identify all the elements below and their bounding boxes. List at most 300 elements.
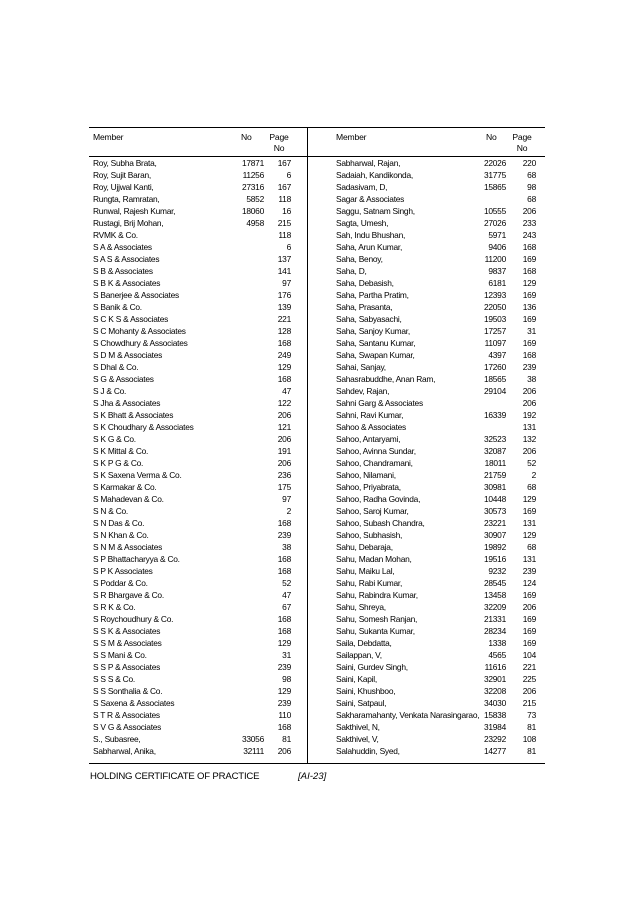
table-row	[336, 325, 540, 337]
table-row	[93, 505, 299, 517]
table-row	[93, 469, 299, 481]
page-number: 220	[522, 158, 536, 168]
page-number: 118	[278, 194, 291, 204]
left-header-page	[266, 132, 292, 154]
page-number: 124	[522, 578, 536, 588]
member-number: 30573	[483, 506, 506, 516]
right-header-member: Member	[336, 132, 367, 142]
page-number: 73	[527, 710, 536, 720]
page-number: 169	[522, 626, 536, 636]
member-name: Sadasivam, D,	[336, 182, 388, 192]
page-number: 168	[277, 614, 291, 624]
page-number: 221	[277, 314, 291, 324]
table-row	[93, 541, 299, 553]
table-row	[336, 421, 540, 433]
member-name: S., Subasree,	[93, 734, 141, 744]
page-number: 68	[527, 170, 536, 180]
table-row	[93, 481, 299, 493]
table-row	[93, 253, 299, 265]
page-number: 249	[277, 350, 291, 360]
member-number: 17871	[241, 158, 264, 168]
table-row	[93, 601, 299, 613]
table-row	[93, 625, 299, 637]
page-number: 97	[282, 494, 291, 504]
table-row	[93, 409, 299, 421]
member-name: Roy, Sujit Baran,	[93, 170, 151, 180]
table-row	[336, 613, 540, 625]
member-number: 18565	[483, 374, 506, 384]
page-number: 68	[527, 482, 536, 492]
table-row	[93, 373, 299, 385]
page-number: 52	[527, 458, 536, 468]
member-name: Salahuddin, Syed,	[336, 746, 400, 756]
member-number: 9406	[488, 242, 506, 252]
table-row	[93, 181, 299, 193]
table-row	[336, 469, 540, 481]
table-row	[336, 157, 540, 169]
page-number: 236	[277, 470, 291, 480]
table-row	[93, 205, 299, 217]
member-name: Saini, Khushboo,	[336, 686, 396, 696]
member-name: Sahasrabuddhe, Anan Ram,	[336, 374, 436, 384]
page-number: 169	[522, 314, 536, 324]
member-name: S K Saxena Verma & Co.	[93, 470, 182, 480]
member-name: S K Bhatt & Associates	[93, 410, 174, 420]
page-number: 81	[527, 746, 536, 756]
table-row	[93, 433, 299, 445]
table-row	[93, 589, 299, 601]
page-number: 141	[277, 266, 291, 276]
member-name: S S P & Associates	[93, 662, 161, 672]
right-header-page-line1: Page	[512, 132, 532, 142]
page-number: 129	[277, 686, 291, 696]
member-number: 30981	[483, 482, 506, 492]
member-number: 19503	[483, 314, 506, 324]
page-number: 129	[277, 362, 291, 372]
page-number: 167	[277, 182, 291, 192]
page-number: 169	[522, 254, 536, 264]
page-number: 176	[277, 290, 291, 300]
member-number: 17260	[483, 362, 506, 372]
member-number: 5852	[246, 194, 264, 204]
member-name: Sah, Indu Bhushan,	[336, 230, 406, 240]
page-number: 168	[522, 242, 536, 252]
table-row	[336, 385, 540, 397]
table-row	[336, 445, 540, 457]
member-number: 4958	[246, 218, 264, 228]
page-number: 239	[277, 662, 291, 672]
table-row	[336, 721, 540, 733]
member-number: 17257	[483, 326, 506, 336]
member-name: Sahu, Debaraja,	[336, 542, 393, 552]
member-number: 15838	[483, 710, 506, 720]
table-row	[336, 745, 540, 757]
page-number: 168	[277, 518, 291, 528]
page-number: 169	[522, 614, 536, 624]
table-row	[93, 325, 299, 337]
member-number: 32208	[483, 686, 506, 696]
member-name: S S K & Associates	[93, 626, 161, 636]
member-number: 31775	[483, 170, 506, 180]
page-number: 98	[282, 674, 291, 684]
page-number: 38	[282, 542, 291, 552]
table-row	[93, 445, 299, 457]
member-number: 6181	[488, 278, 506, 288]
table-row	[93, 361, 299, 373]
member-name: Sahoo, Priyabrata,	[336, 482, 401, 492]
member-name: Saini, Gurdev Singh,	[336, 662, 408, 672]
page-number: 239	[522, 566, 536, 576]
member-name: Sahai, Sanjay,	[336, 362, 386, 372]
page-number: 110	[278, 710, 291, 720]
page-number: 206	[522, 602, 536, 612]
member-number: 28545	[483, 578, 506, 588]
table-row	[93, 169, 299, 181]
member-name: Sahoo, Subash Chandra,	[336, 518, 425, 528]
table-row	[336, 337, 540, 349]
member-number: 11097	[484, 338, 506, 348]
table-row	[93, 577, 299, 589]
page-number: 215	[277, 218, 291, 228]
member-number: 21331	[483, 614, 506, 624]
right-header-page-line2: No	[516, 143, 528, 153]
member-name: Sakthivel, N,	[336, 722, 380, 732]
member-number: 10555	[483, 206, 506, 216]
table-row	[336, 541, 540, 553]
page-number: 169	[522, 590, 536, 600]
table-row	[93, 721, 299, 733]
table-row	[93, 637, 299, 649]
page-number: 68	[527, 542, 536, 552]
member-name: S Poddar & Co.	[93, 578, 148, 588]
page-number: 169	[522, 290, 536, 300]
member-name: Sagar & Associates	[336, 194, 405, 204]
table-row	[336, 493, 540, 505]
member-number: 23292	[483, 734, 506, 744]
member-name: S Dhal & Co.	[93, 362, 139, 372]
member-number: 11200	[484, 254, 506, 264]
member-name: S S S & Co.	[93, 674, 135, 684]
member-number: 11616	[484, 662, 506, 672]
member-name: Sahu, Shreya,	[336, 602, 386, 612]
page-number: 97	[282, 278, 291, 288]
page-number: 221	[522, 662, 536, 672]
member-name: Saha, Benoy,	[336, 254, 383, 264]
table-row	[93, 289, 299, 301]
page-number: 131	[522, 422, 536, 432]
table-row	[336, 289, 540, 301]
table-row	[336, 697, 540, 709]
table-row	[93, 157, 299, 169]
page-number: 169	[522, 638, 536, 648]
member-name: S T R & Associates	[93, 710, 160, 720]
table-row	[336, 565, 540, 577]
page-number: 206	[277, 746, 291, 756]
table-row	[93, 709, 299, 721]
member-name: S V G & Associates	[93, 722, 162, 732]
table-row	[336, 649, 540, 661]
member-name: S Banik & Co.	[93, 302, 142, 312]
table-row	[93, 241, 299, 253]
page-number: 239	[522, 362, 536, 372]
member-name: S D M & Associates	[93, 350, 163, 360]
member-name: Sahoo, Nilamani,	[336, 470, 396, 480]
member-name: Sadaiah, Kandikonda,	[336, 170, 413, 180]
page-number: 206	[522, 386, 536, 396]
table-row	[93, 613, 299, 625]
member-name: S Chowdhury & Associates	[93, 338, 188, 348]
page-number: 68	[527, 194, 536, 204]
member-name: S P Bhattacharyya & Co.	[93, 554, 180, 564]
member-number: 32209	[483, 602, 506, 612]
page-number: 131	[522, 518, 536, 528]
page-number: 206	[277, 458, 291, 468]
member-name: Sakharamahanty, Venkata Narasingarao,	[336, 710, 480, 720]
member-name: Sabharwal, Rajan,	[336, 158, 401, 168]
column-divider	[307, 127, 308, 763]
member-number: 19892	[483, 542, 506, 552]
table-row	[93, 517, 299, 529]
left-header-member: Member	[93, 132, 124, 142]
member-name: Sahu, Madan Mohan,	[336, 554, 412, 564]
table-row	[336, 637, 540, 649]
member-number: 32111	[243, 746, 264, 756]
table-top-rule	[89, 127, 545, 128]
member-number: 11256	[242, 170, 264, 180]
member-name: Saila, Debdatta,	[336, 638, 392, 648]
left-header-page-line2: No	[273, 143, 285, 153]
table-row	[93, 349, 299, 361]
member-name: S S Sonthalia & Co.	[93, 686, 163, 696]
member-name: Rustagi, Brij Mohan,	[93, 218, 164, 228]
table-row	[336, 349, 540, 361]
member-name: Roy, Subha Brata,	[93, 158, 157, 168]
member-number: 34030	[483, 698, 506, 708]
member-number: 22026	[483, 158, 506, 168]
member-number: 18060	[241, 206, 264, 216]
member-name: S S M & Associates	[93, 638, 162, 648]
table-row	[93, 301, 299, 313]
table-row	[93, 229, 299, 241]
table-row	[93, 385, 299, 397]
member-name: Saha, Swapan Kumar,	[336, 350, 415, 360]
table-row	[93, 265, 299, 277]
member-number: 30907	[483, 530, 506, 540]
table-row	[93, 217, 299, 229]
page-number: 192	[522, 410, 536, 420]
page-number: 139	[277, 302, 291, 312]
page-number: 169	[522, 338, 536, 348]
table-row	[336, 601, 540, 613]
table-row	[336, 277, 540, 289]
table-row	[93, 313, 299, 325]
member-number: 22050	[483, 302, 506, 312]
member-name: S C K S & Associates	[93, 314, 169, 324]
footer-title: HOLDING CERTIFICATE OF PRACTICE	[90, 771, 260, 782]
table-row	[336, 265, 540, 277]
table-row	[93, 457, 299, 469]
member-name: S S Mani & Co.	[93, 650, 147, 660]
table-row	[93, 493, 299, 505]
table-row	[336, 733, 540, 745]
member-number: 9232	[488, 566, 506, 576]
page-number: 129	[522, 494, 536, 504]
member-name: S A S & Associates	[93, 254, 160, 264]
table-row	[93, 277, 299, 289]
member-name: S K G & Co.	[93, 434, 136, 444]
table-row	[336, 481, 540, 493]
member-name: Sahoo, Antaryami,	[336, 434, 401, 444]
page-number: 168	[277, 626, 291, 636]
page-number: 131	[522, 554, 536, 564]
table-row	[336, 409, 540, 421]
table-row	[336, 625, 540, 637]
page-number: 168	[522, 266, 536, 276]
table-row	[336, 253, 540, 265]
page-number: 2	[531, 470, 536, 480]
table-row	[336, 589, 540, 601]
member-name: S G & Associates	[93, 374, 154, 384]
table-row	[336, 553, 540, 565]
member-name: Sahu, Rabindra Kumar,	[336, 590, 418, 600]
table-row	[336, 457, 540, 469]
member-name: Sahu, Rabi Kumar,	[336, 578, 403, 588]
member-name: S R Bhargave & Co.	[93, 590, 164, 600]
member-name: S B & Associates	[93, 266, 153, 276]
member-name: S Mahadevan & Co.	[93, 494, 164, 504]
page-number: 81	[282, 734, 291, 744]
page-number: 239	[277, 530, 291, 540]
page-number: 206	[522, 686, 536, 696]
table-row	[336, 169, 540, 181]
member-name: S N & Co.	[93, 506, 128, 516]
member-number: 16339	[483, 410, 506, 420]
table-row	[93, 649, 299, 661]
page-number: 129	[277, 638, 291, 648]
member-number: 27316	[241, 182, 264, 192]
page-number: 129	[522, 530, 536, 540]
member-number: 4397	[488, 350, 506, 360]
page-number: 6	[286, 170, 291, 180]
member-name: Rungta, Ramratan,	[93, 194, 160, 204]
member-number: 32523	[483, 434, 506, 444]
member-number: 9837	[488, 266, 506, 276]
page-number: 225	[522, 674, 536, 684]
left-member-list	[93, 157, 299, 757]
page-number: 122	[277, 398, 291, 408]
member-name: S K Mittal & Co.	[93, 446, 149, 456]
member-name: S K Choudhary & Associates	[93, 422, 194, 432]
left-header-no: No	[241, 132, 252, 142]
page-number: 47	[282, 386, 291, 396]
page-number: 136	[522, 302, 536, 312]
member-name: Roy, Ujjwal Kanti,	[93, 182, 154, 192]
member-name: S N Khan & Co.	[93, 530, 149, 540]
member-number: 4565	[488, 650, 506, 660]
member-number: 13458	[483, 590, 506, 600]
member-name: Saha, Partha Pratim,	[336, 290, 409, 300]
page-number: 175	[277, 482, 291, 492]
table-row	[336, 217, 540, 229]
member-number: 21759	[483, 470, 506, 480]
table-row	[336, 181, 540, 193]
member-name: S Karmakar & Co.	[93, 482, 157, 492]
table-row	[93, 337, 299, 349]
member-name: Sahoo, Saroj Kumar,	[336, 506, 409, 516]
page-number: 169	[522, 506, 536, 516]
table-row	[336, 709, 540, 721]
member-name: Sahoo, Avinna Sundar,	[336, 446, 416, 456]
member-name: S Saxena & Associates	[93, 698, 175, 708]
page-number: 31	[282, 650, 291, 660]
page-number: 108	[522, 734, 536, 744]
page-number: 129	[522, 278, 536, 288]
table-row	[93, 661, 299, 673]
member-name: Sahu, Maiku Lal,	[336, 566, 395, 576]
member-number: 27026	[483, 218, 506, 228]
page-number: 121	[277, 422, 291, 432]
member-number: 32901	[483, 674, 506, 684]
page-number: 168	[277, 374, 291, 384]
table-row	[336, 361, 540, 373]
table-row	[336, 529, 540, 541]
page-number: 191	[277, 446, 291, 456]
member-name: Saha, D,	[336, 266, 367, 276]
table-row	[336, 313, 540, 325]
table-row	[336, 661, 540, 673]
page-number: 167	[277, 158, 291, 168]
member-name: S B K & Associates	[93, 278, 161, 288]
table-row	[93, 565, 299, 577]
table-row	[336, 301, 540, 313]
table-row	[93, 697, 299, 709]
member-name: S K P G & Co.	[93, 458, 144, 468]
table-row	[336, 433, 540, 445]
member-number: 12393	[483, 290, 506, 300]
table-row	[336, 397, 540, 409]
table-row	[93, 745, 299, 757]
page-number: 98	[527, 182, 536, 192]
page-number: 16	[282, 206, 291, 216]
page-number: 215	[522, 698, 536, 708]
member-name: Sahni, Ravi Kumar,	[336, 410, 404, 420]
page-number: 118	[278, 230, 291, 240]
member-name: S Jha & Associates	[93, 398, 161, 408]
page-number: 243	[522, 230, 536, 240]
member-name: Runwal, Rajesh Kumar,	[93, 206, 176, 216]
table-row	[93, 733, 299, 745]
page-number: 81	[527, 722, 536, 732]
page-number: 132	[522, 434, 536, 444]
page-number: 137	[277, 254, 291, 264]
page-number: 52	[282, 578, 291, 588]
page-number: 104	[522, 650, 536, 660]
member-name: Sahoo & Associates	[336, 422, 406, 432]
footer-page-code: [AI-23]	[298, 771, 327, 782]
table-row	[336, 517, 540, 529]
table-row	[93, 685, 299, 697]
page-number: 2	[286, 506, 291, 516]
page-number: 6	[286, 242, 291, 252]
table-row	[336, 373, 540, 385]
member-name: Saha, Sanjoy Kumar,	[336, 326, 410, 336]
member-name: S N Das & Co.	[93, 518, 145, 528]
right-member-list	[336, 157, 540, 757]
member-name: S R K & Co.	[93, 602, 136, 612]
member-name: S J & Co.	[93, 386, 127, 396]
page-number: 168	[277, 566, 291, 576]
member-name: S Banerjee & Associates	[93, 290, 179, 300]
